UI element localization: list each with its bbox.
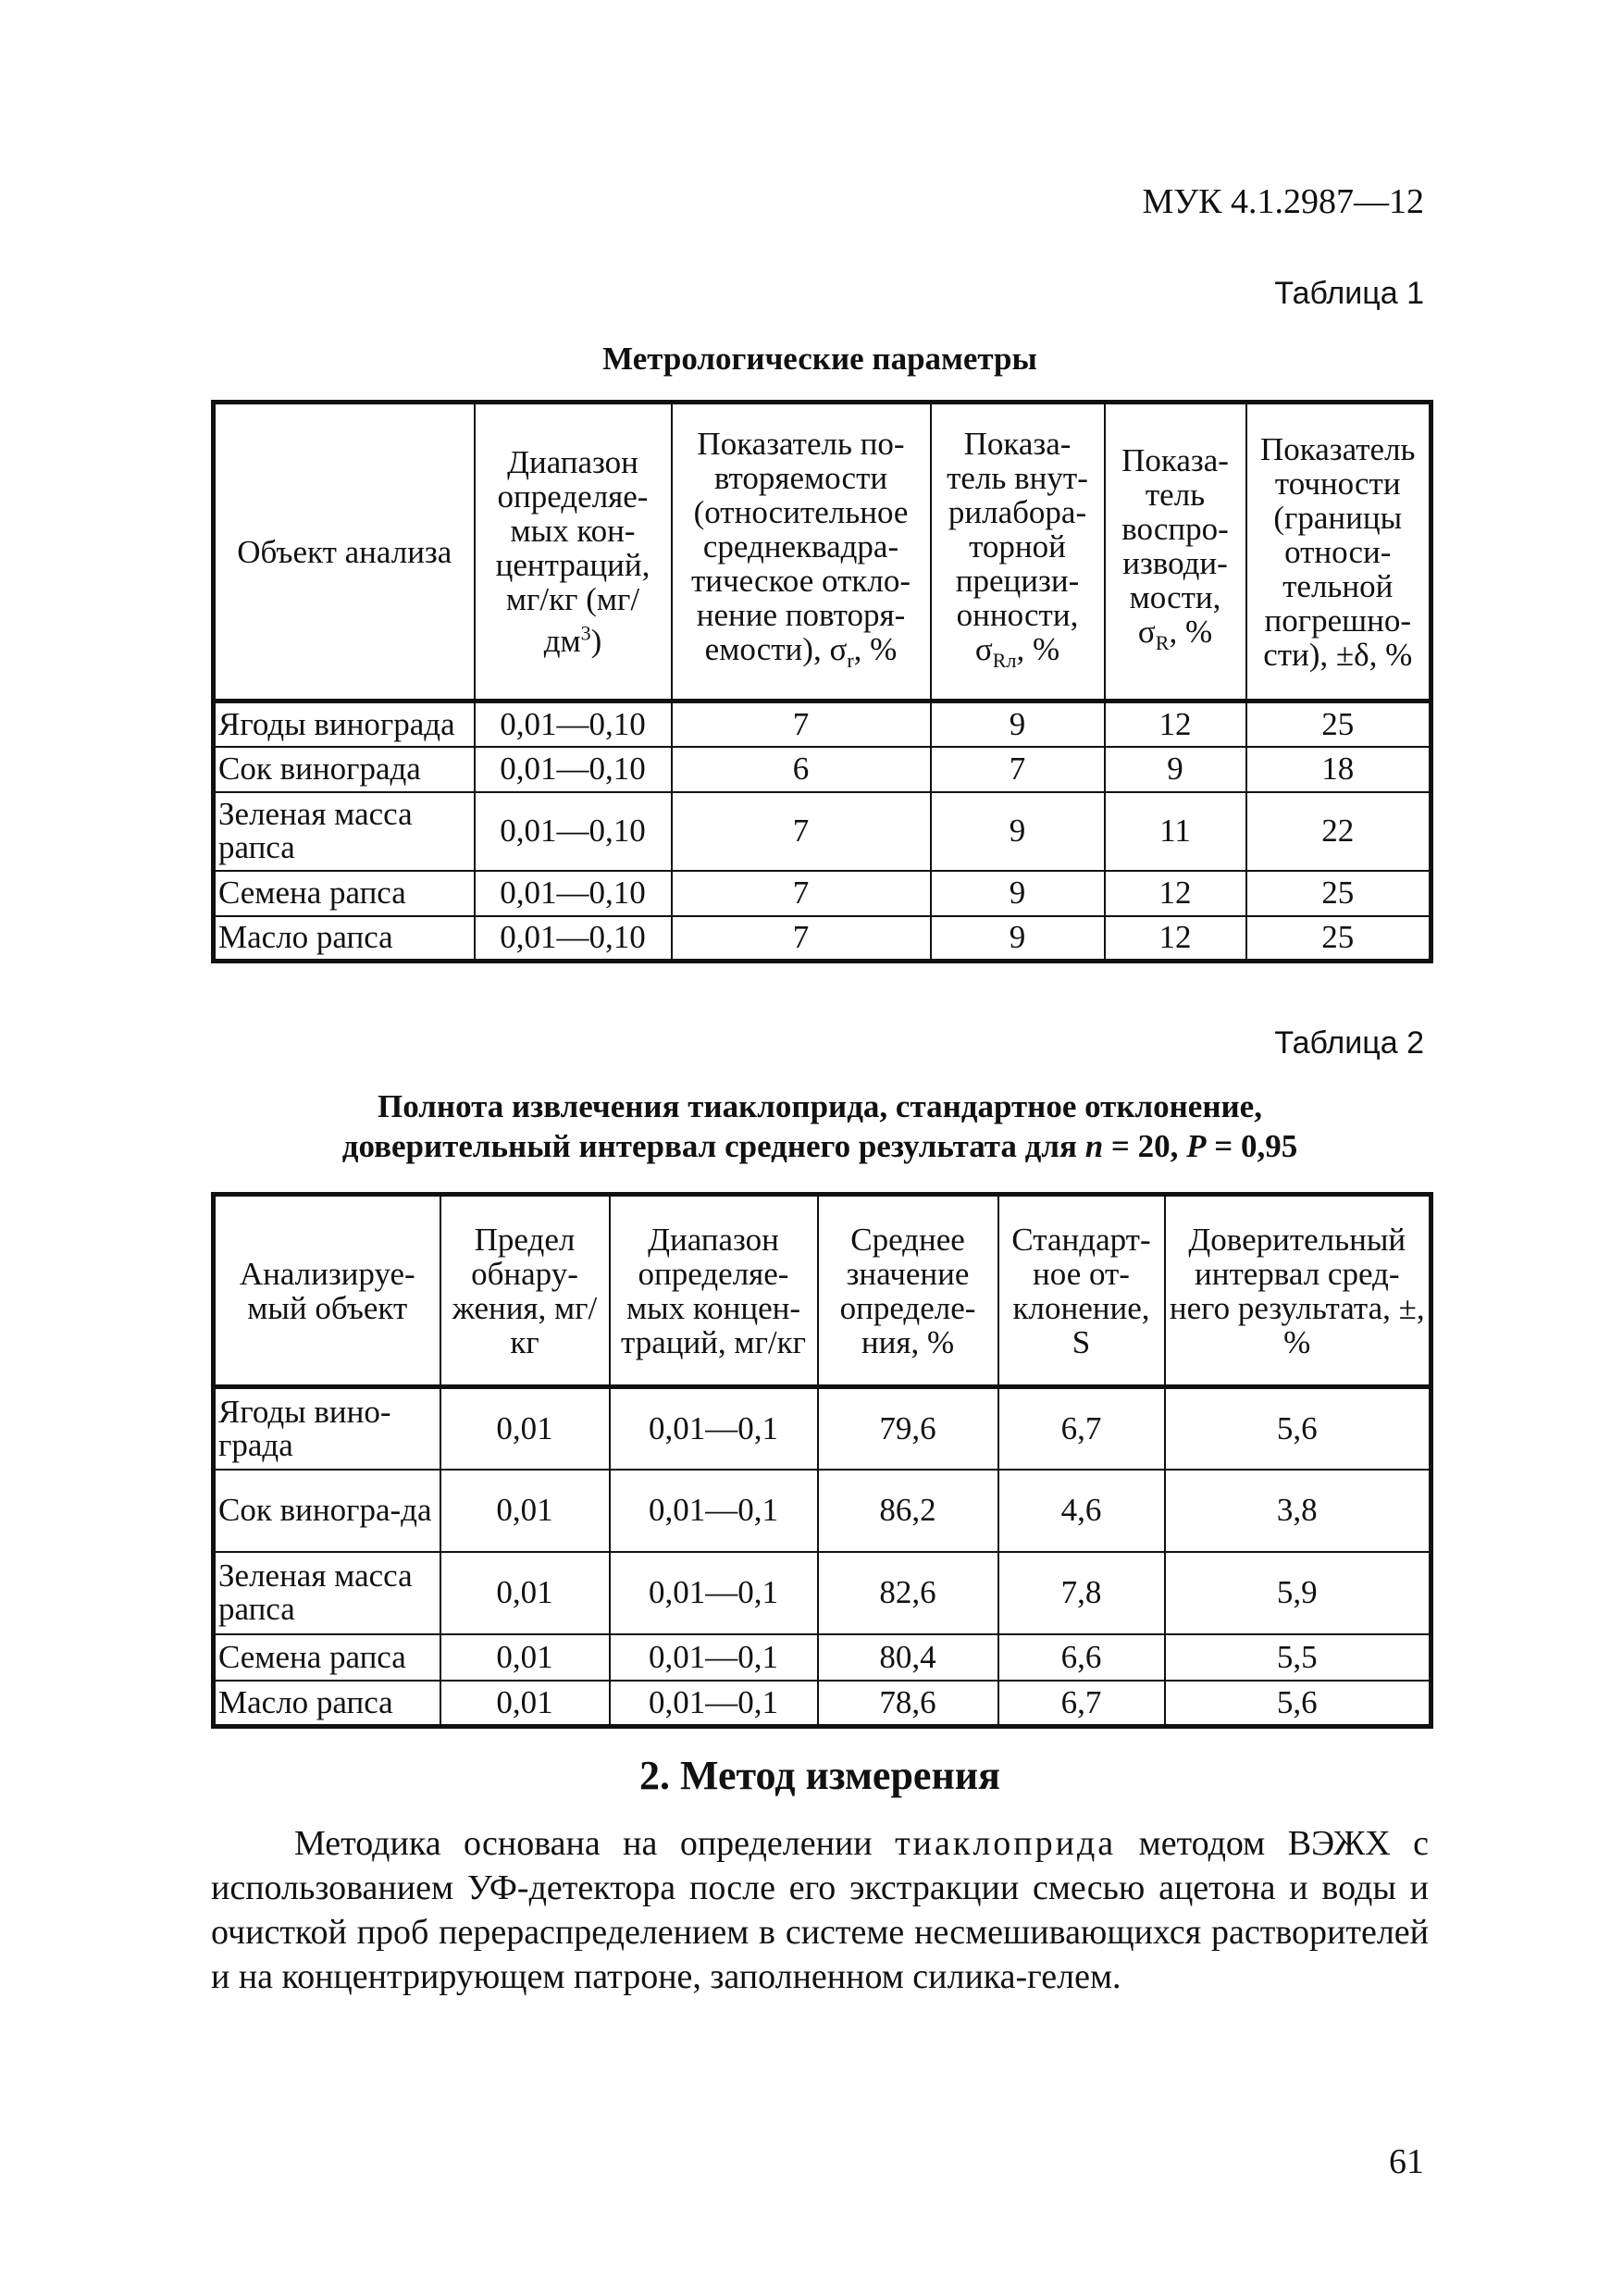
cell-reproducibility: 9 xyxy=(1105,747,1246,792)
cell-intralab: 9 xyxy=(931,916,1105,962)
table-row xyxy=(214,1552,1431,1634)
cell-object: Зеленая масса рапса xyxy=(214,792,475,871)
table1-label: Таблица 1 xyxy=(1274,276,1424,311)
cell-std: 6,6 xyxy=(998,1634,1165,1681)
cell-mean: 79,6 xyxy=(818,1387,998,1470)
cell-reproducibility: 11 xyxy=(1105,792,1246,871)
cell-repeatability: 7 xyxy=(672,916,931,962)
cell-object: Масло рапса xyxy=(214,1681,440,1727)
cell-intralab: 7 xyxy=(931,747,1105,792)
recovery-table xyxy=(211,1192,1433,1729)
table-row xyxy=(214,916,1431,962)
table-row xyxy=(214,871,1431,916)
cell-mean: 86,2 xyxy=(818,1470,998,1552)
header-interval: Доверительный интервал сред-него результата, ±, % xyxy=(1165,1195,1431,1387)
header-accuracy: Показатель точности (границы относи-тельной погрешно-сти), ±δ, % xyxy=(1246,403,1431,701)
cell-reproducibility: 12 xyxy=(1105,871,1246,916)
cell-accuracy: 22 xyxy=(1246,792,1431,871)
table-row xyxy=(214,1387,1431,1470)
header-range-text: Диапазон определяе-мых кон-центраций, мг/кг xyxy=(495,443,650,617)
cell-interval: 5,9 xyxy=(1165,1552,1431,1634)
cell-detection-limit: 0,01 xyxy=(440,1552,610,1634)
cell-repeatability: 7 xyxy=(672,871,931,916)
cell-std: 7,8 xyxy=(998,1552,1165,1634)
cell-detection-limit: 0,01 xyxy=(440,1634,610,1681)
table-row xyxy=(214,701,1431,747)
header-object: Объект анализа xyxy=(214,403,475,701)
cell-intralab: 9 xyxy=(931,701,1105,747)
table-header-row xyxy=(214,1195,1431,1387)
cell-accuracy: 18 xyxy=(1246,747,1431,792)
table-row xyxy=(214,747,1431,792)
table-row xyxy=(214,1681,1431,1727)
cell-object: Семена рапса xyxy=(214,1634,440,1681)
table2-title-line1: Полнота извлечения тиаклоприда, стандартное отклонение, xyxy=(378,1088,1262,1124)
cell-std: 6,7 xyxy=(998,1387,1165,1470)
cell-range: 0,01—0,10 xyxy=(475,916,672,962)
table2-label: Таблица 2 xyxy=(1274,1025,1424,1061)
cell-reproducibility: 12 xyxy=(1105,701,1246,747)
cell-object: Сок винограда xyxy=(214,747,475,792)
cell-range: 0,01—0,1 xyxy=(610,1552,818,1634)
header-range-unit: $(мг/дм^3)$ xyxy=(543,580,640,660)
cell-range: 0,01—0,10 xyxy=(475,747,672,792)
cell-detection-limit: 0,01 xyxy=(440,1470,610,1552)
emphasized-term: тиаклоприда xyxy=(895,1824,1117,1863)
cell-detection-limit: 0,01 xyxy=(440,1681,610,1727)
cell-interval: 5,6 xyxy=(1165,1681,1431,1727)
cell-object: Сок виногра-да xyxy=(214,1470,440,1552)
cell-object: Ягоды винограда xyxy=(214,701,475,747)
cell-mean: 78,6 xyxy=(818,1681,998,1727)
table2-title-line2: доверительный интервал среднего результата для n = 20, P = 0,95 xyxy=(341,1128,1298,1164)
cell-std: 4,6 xyxy=(998,1470,1165,1552)
header-repeatability: Показатель по-вторяемости (относительное среднеквадра-тическое откло-нение повторя-емости), $\sigma_r$, % xyxy=(672,403,931,701)
cell-range: 0,01—0,1 xyxy=(610,1634,818,1681)
cell-repeatability: 6 xyxy=(672,747,931,792)
cell-detection-limit: 0,01 xyxy=(440,1387,610,1470)
header-object: Анализируе-мый объект xyxy=(214,1195,440,1387)
cell-repeatability: 7 xyxy=(672,701,931,747)
cell-range: 0,01—0,1 xyxy=(610,1387,818,1470)
document-code: МУК 4.1.2987—12 xyxy=(1142,182,1424,221)
cell-std: 6,7 xyxy=(998,1681,1165,1727)
cell-interval: 5,5 xyxy=(1165,1634,1431,1681)
cell-range: 0,01—0,10 xyxy=(475,701,672,747)
method-paragraph: Методика основана на определении тиаклоприда методом ВЭЖХ с использованием УФ-детектора после его экстракции смесью ацетона и воды и очисткой проб перераспределением в системе несмешивающихся растворителей и на концентрирующем патроне, заполненном силика-гелем. xyxy=(211,1824,1429,1996)
cell-object: Ягоды вино-града xyxy=(214,1387,440,1470)
section-heading: 2. Метод измерения xyxy=(639,1753,1000,1798)
cell-object: Масло рапса xyxy=(214,916,475,962)
cell-repeatability: 7 xyxy=(672,792,931,871)
cell-interval: 3,8 xyxy=(1165,1470,1431,1552)
metrology-table xyxy=(211,400,1433,963)
cell-intralab: 9 xyxy=(931,792,1105,871)
cell-range: 0,01—0,10 xyxy=(475,792,672,871)
table2-title xyxy=(211,1086,1429,1166)
header-mean: Среднее значение определе-ния, % xyxy=(818,1195,998,1387)
table-row xyxy=(214,1470,1431,1552)
header-detection-limit: Предел обнару-жения, мг/кг xyxy=(440,1195,610,1387)
cell-intralab: 9 xyxy=(931,871,1105,916)
cell-interval: 5,6 xyxy=(1165,1387,1431,1470)
cell-mean: 82,6 xyxy=(818,1552,998,1634)
cell-accuracy: 25 xyxy=(1246,916,1431,962)
header-range xyxy=(475,403,672,701)
table-row xyxy=(214,792,1431,871)
cell-object: Семена рапса xyxy=(214,871,475,916)
header-range: Диапазон определяе-мых концен-траций, мг/кг xyxy=(610,1195,818,1387)
cell-range: 0,01—0,10 xyxy=(475,871,672,916)
cell-accuracy: 25 xyxy=(1246,871,1431,916)
cell-range: 0,01—0,1 xyxy=(610,1681,818,1727)
table-header-row xyxy=(214,403,1431,701)
cell-range: 0,01—0,1 xyxy=(610,1470,818,1552)
cell-mean: 80,4 xyxy=(818,1634,998,1681)
table1-title: Метрологические параметры xyxy=(602,341,1037,377)
page-number: 61 xyxy=(1389,2142,1424,2181)
header-std: Стандарт-ное от-клонение, S xyxy=(998,1195,1165,1387)
cell-reproducibility: 12 xyxy=(1105,916,1246,962)
header-intralab: Показа-тель внут-рилабора-торной прецизи-онности, $\sigma_{Rл}$, % xyxy=(931,403,1105,701)
header-reproducibility: Показа-тель воспро-изводи-мости, $\sigma_R$, % xyxy=(1105,403,1246,701)
cell-accuracy: 25 xyxy=(1246,701,1431,747)
cell-object: Зеленая масса рапса xyxy=(214,1552,440,1634)
table-row xyxy=(214,1634,1431,1681)
